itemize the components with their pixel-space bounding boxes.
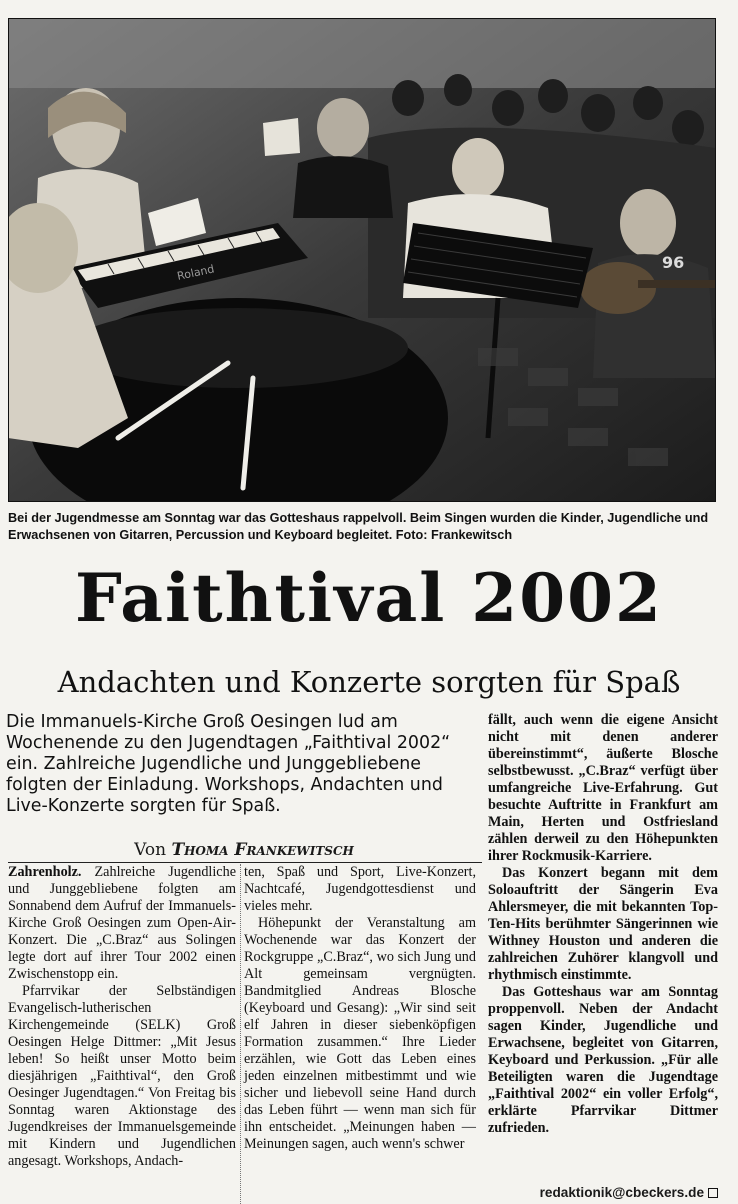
- article-column-2: [244, 864, 476, 1153]
- byline-rule: [8, 862, 482, 863]
- byline: [6, 838, 482, 862]
- byline-author: Thoma Frankewitsch: [171, 840, 354, 860]
- article-paragraph: Das Konzert begann mit dem Soloauftritt der Sängerin Eva Ahlersmeyer, die mit bekannten Top-Ten-Hits berühmter Sängerinnen wie Withney Houston und anderen die zahlreichen Zuhörer klangvoll und rhythmisch einstimmte.: [488, 865, 718, 983]
- byline-prefix: Von: [134, 840, 172, 860]
- article-paragraph: Pfarrvikar der Selbständigen Evangelisch-lutherischen Kirchengemeinde (SELK) Groß Oesingen Helge Dittmer: „Mit Jesus leben! So heißt unser Motto beim diesjährigen „Faithtival“, den Groß Oesinger Jugendtagen.“ Von Freitag bis Sonntag waren Aktionstage des Jugendkreises der Immanuelsgemeinde mit Kindern und Jugendlichen angesagt. Workshops, Andach-: [8, 983, 236, 1169]
- end-mark-icon: [708, 1188, 718, 1198]
- article-paragraph: Höhepunkt der Veranstaltung am Wochenende war das Konzert der Rockgruppe „C.Braz“, wo sich Jung und Alt gemeinsam vergnügten. Bandmitglied Andreas Blosche (Keyboard und Gesang): „Wir sind seit elf Jahren in dieser siebenköpfigen Formation zusammen.“ Ihre Lieder erzählen, wie Gott das Leben eines jeden einzelnen mitbestimmt und wie sicher und liebevoll seine Hand durch das Leben führt — wenn man sich für ihn entscheidet. „Meinungen haben — Meinungen sagen, auch wenn's schwer: [244, 915, 476, 1152]
- article-column-3: [488, 712, 718, 1137]
- article-paragraph: Das Gotteshaus war am Sonntag proppenvoll. Neben der Andacht sagen Kinder, Jugendliche und Erwachsene, begleitet von Gitarren, Keyboard und Perkussion. „Für alle Beteiligten waren die Jugendtage „Faithtival 2002“ ein voller Erfolg“, erklärte Pfarrvikar Dittmer zufrieden.: [488, 984, 718, 1136]
- dateline: Zahrenholz.: [8, 864, 82, 880]
- paragraph-text: Zahlreiche Jugendliche und Junggebliebene folgten am Sonnabend dem Aufruf der Immanuels-Kirche Groß Oesingen zum Open-Air-Konzert. Die „C.Braz“ aus Solingen legte dort auf ihrer Tour 2002 einen Zwischenstopp ein.: [8, 864, 236, 982]
- news-photo: [8, 18, 716, 502]
- lead-paragraph: Die Immanuels-Kirche Groß Oesingen lud am Wochenende zu den Jugendtagen „Faithtival 2002“ ein. Zahlreiche Jugendliche und Junggebliebene folgten der Einladung. Workshops, Andachten und Live-Konzerte sorgten für Spaß.: [6, 712, 451, 816]
- headline: Faithtival 2002: [75, 559, 663, 637]
- author-email: [488, 1184, 718, 1202]
- email-text: redaktionik@cbeckers.de: [539, 1185, 704, 1200]
- article-paragraph: [8, 864, 236, 983]
- column-divider: [240, 864, 241, 1204]
- article-paragraph: ten, Spaß und Sport, Live-Konzert, Nachtcafé, Jugendgottesdienst und vieles mehr.: [244, 864, 476, 914]
- article-column-1: [8, 864, 236, 1170]
- photo-caption: Bei der Jugendmesse am Sonntag war das Gotteshaus rappelvoll. Beim Singen wurden die Kinder, Jugendliche und Erwachsenen von Gitarren, Percussion und Keyboard begleitet. Foto: Frankewitsch: [8, 511, 709, 542]
- jersey-number: 96: [662, 253, 685, 272]
- article-paragraph: fällt, auch wenn die eigene Ansicht nicht mit denen anderer übereinstimmt“, äußerte Blosche selbstbewusst. „C.Braz“ verfügt über umfangreiche Live-Erfahrung. Gut besuchte Auftritte in Frankfurt am Main, Herten und Ostfriesland zählen derweil zu den Höhepunkten ihrer Rockmusik-Karriere.: [488, 712, 718, 864]
- keyboard-brand: Roland: [175, 262, 216, 283]
- subheadline: Andachten und Konzerte sorgten für Spaß: [57, 665, 681, 699]
